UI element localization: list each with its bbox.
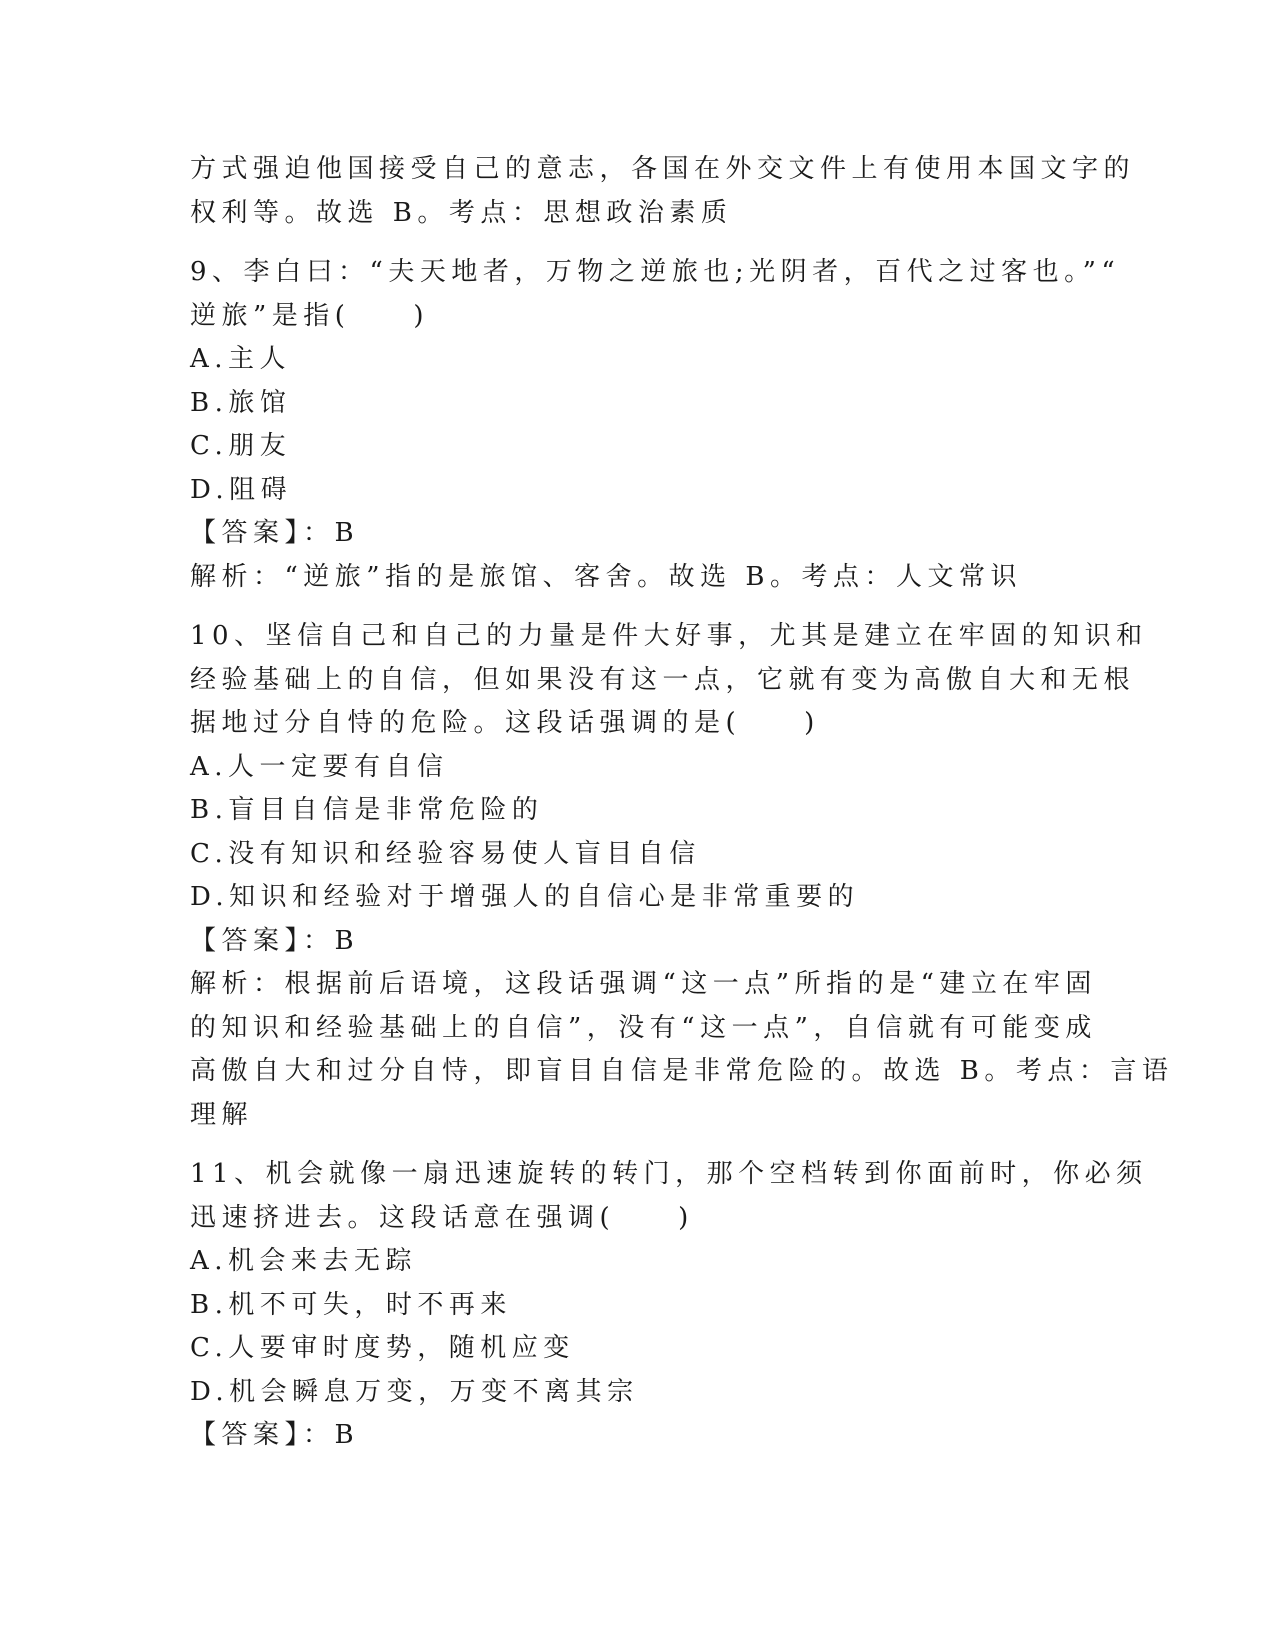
option-b: B.盲目自信是非常危险的 <box>190 795 544 825</box>
option-c: C.人要审时度势，随机应变 <box>190 1333 575 1363</box>
option-b: B.机不可失，时不再来 <box>190 1289 512 1320</box>
answer-line: 【答案】：B <box>190 1420 360 1450</box>
question-11 <box>190 1153 1148 1458</box>
text-line: 方式强迫他国接受自己的意志，各国在外交文件上有使用本国文字的 <box>190 154 1136 184</box>
question-stem: 10、坚信自己和自己的力量是件大好事，尤其是建立在牢固的知识和 <box>190 621 1148 651</box>
question-stem: 11、机会就像一扇迅速旋转的转门，那个空档转到你面前时，你必须 <box>190 1159 1148 1189</box>
option-d: D.阻碍 <box>190 474 293 505</box>
option-d: D.知识和经验对于增强人的自信心是非常重要的 <box>190 882 860 912</box>
intro-paragraph <box>190 148 1136 235</box>
question-stem: 迅速挤进去。这段话意在强调( ) <box>190 1202 694 1233</box>
analysis-line: 理解 <box>190 1099 254 1130</box>
option-a: A.主人 <box>190 344 292 374</box>
question-9 <box>190 251 1121 599</box>
analysis-line: 的知识和经验基础上的自信”，没有“这一点”，自信就有可能变成 <box>190 1012 1097 1043</box>
answer-line: 【答案】：B <box>190 925 360 956</box>
question-stem: 逆旅”是指( ) <box>190 300 430 331</box>
option-b: B.旅馆 <box>190 387 292 418</box>
question-10 <box>190 615 1174 1137</box>
option-d: D.机会瞬息万变，万变不离其宗 <box>190 1376 639 1407</box>
option-c: C.没有知识和经验容易使人盲目自信 <box>190 838 701 869</box>
analysis-line: 高傲自大和过分自恃，即盲目自信是非常危险的。故选 B。考点：言语 <box>190 1056 1174 1086</box>
text-line: 权利等。故选 B。考点：思想政治素质 <box>190 197 733 228</box>
question-stem: 9、李白曰：“夫天地者，万物之逆旅也;光阴者，百代之过客也。”“ <box>190 257 1121 287</box>
question-stem: 据地过分自恃的危险。这段话强调的是( ) <box>190 708 820 738</box>
option-c: C.朋友 <box>190 431 292 461</box>
option-a: A.机会来去无踪 <box>190 1246 418 1276</box>
option-a: A.人一定要有自信 <box>190 751 449 782</box>
document-page <box>190 148 1174 1458</box>
analysis-line: 解析：根据前后语境，这段话强调“这一点”所指的是“建立在牢固 <box>190 969 1097 999</box>
question-stem: 经验基础上的自信，但如果没有这一点，它就有变为高傲自大和无根 <box>190 664 1136 695</box>
analysis-line: 解析：“逆旅”指的是旅馆、客舍。故选 B。考点：人文常识 <box>190 561 1022 592</box>
answer-line: 【答案】：B <box>190 518 360 548</box>
